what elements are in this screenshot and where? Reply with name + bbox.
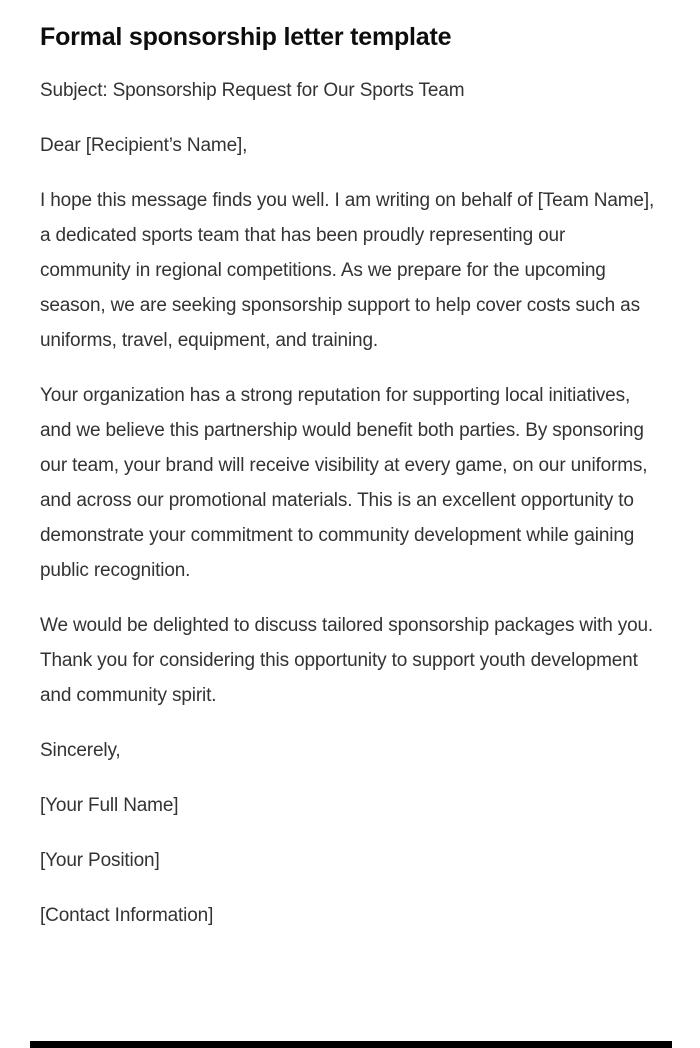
closing: Sincerely, — [40, 740, 121, 761]
letter-paragraph-thanks: We would be delighted to discuss tailored sponsorship packages with you. Thank you for considering this opportunity to support youth development and community spirit. — [40, 615, 654, 706]
letter-paragraph-benefits: Your organization has a strong reputation for supporting local initiatives, and we believe this partnership would benefit both parties. By sponsoring our team, your brand will receive visibility at every game, on our uniforms, and across our promotional materials. This is an excellent opportunity to demonstrate your commitment to community development while gaining public recognition. — [40, 385, 648, 581]
letter-paragraph-intro: I hope this message finds you well. I am writing on behalf of [Team Name], a dedicated sports team that has been proudly representing our community in regional competitions. As we prepare for the upcoming season, we are seeking sponsorship support to help cover costs such as uniforms, travel, equipment, and training. — [40, 190, 655, 351]
subject-line: Subject: Sponsorship Request for Our Sports Team — [40, 80, 465, 101]
salutation: Dear [Recipient’s Name], — [40, 135, 248, 156]
signature-name: [Your Full Name] — [40, 795, 179, 816]
bottom-bar — [30, 1041, 672, 1048]
page-title: Formal sponsorship letter template — [40, 23, 452, 51]
signature-contact: [Contact Information] — [40, 905, 214, 926]
signature-position: [Your Position] — [40, 850, 160, 871]
